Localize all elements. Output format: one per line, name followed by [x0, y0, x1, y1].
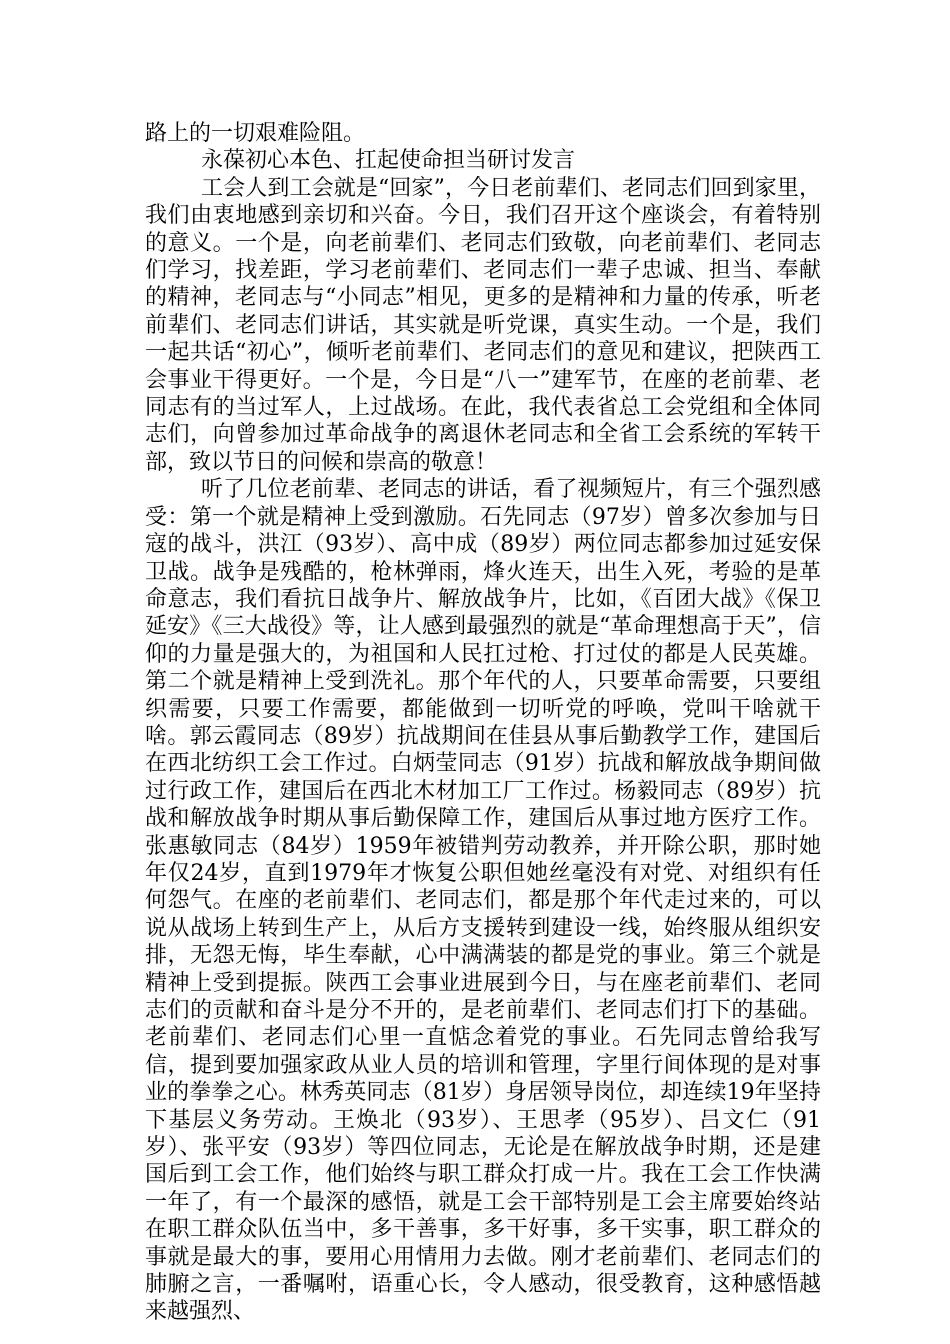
document-body: [145, 120, 821, 1326]
section-title: 永葆初心本色、扛起使命担当研讨发言: [201, 148, 576, 174]
paragraph-continuation: 路上的一切艰难险阻。: [145, 121, 366, 146]
paragraph-intro: 工会人到工会就是“回家”，今日老前辈们、老同志们回到家里，我们由衷地感到亲切和兴奋。今日，我们召开这个座谈会，有着特别的意义。一个是，向老前辈们、老同志们致敬，向老前辈们、老同志们学习，找差距，学习老前辈们、老同志们一辈子忠诚、担当、奉献的精神，老同志与“小同志”相见，更多的是精神和力量的传承，听老前辈们、老同志们讲话，其实就是听党课，真实生动。一个是，我们一起共话“初心”，倾听老前辈们、老同志们的意见和建议，把陕西工会事业干得更好。一个是，今日是“八一”建军节，在座的老前辈、老同志有的当过军人，上过战场。在此，我代表省总工会党组和全体同志们，向曾参加过革命战争的离退休老同志和全省工会系统的军转干部，致以节日的问候和崇高的敬意！: [145, 175, 821, 475]
paragraph-feelings: 听了几位老前辈、老同志的讲话，看了视频短片，有三个强烈感受：第一个就是精神上受到激励。石先同志（97岁）曾多次参加与日寇的战斗，洪江（93岁）、高中成（89岁）两位同志都参加过延安保卫战。战争是残酷的，枪林弹雨，烽火连天，出生入死，考验的是革命意志，我们看抗日战争片、解放战争片，比如，《百团大战》《保卫延安》《三大战役》等，让人感到最强烈的就是“革命理想高于天”，信仰的力量是强大的，为祖国和人民扛过枪、打过仗的都是人民英雄。第二个就是精神上受到洗礼。那个年代的人，只要革命需要，只要组织需要，只要工作需要，都能做到一切听党的呼唤，党叫干啥就干啥。郭云霞同志（89岁）抗战期间在佳县从事后勤教学工作，建国后在西北纺织工会工作过。白炳莹同志（91岁）抗战和解放战争期间做过行政工作，建国后在西北木材加工厂工作过。杨毅同志（89岁）抗战和解放战争时期从事后勤保障工作，建国后从事过地方医疗工作。张惠敏同志（84岁）1959年被错判劳动教养，并开除公职，那时她年仅24岁，直到1979年才恢复公职但她丝毫没有对党、对组织有任何怨气。在座的老前辈们、老同志们，都是那个年代走过来的，可以说从战场上转到生产上，从后方支援转到建设一线，始终服从组织安排，无怨无悔，毕生奉献，心中满满装的都是党的事业。第三个就是精神上受到提振。陕西工会事业进展到今日，与在座老前辈们、老同志们的贡献和奋斗是分不开的，是老前辈们、老同志们打下的基础。老前辈们、老同志们心里一直惦念着党的事业。石先同志曾给我写信，提到要加强家政从业人员的培训和管理，字里行间体现的是对事业的拳拳之心。林秀英同志（81岁）身居领导岗位，却连续19年坚持下基层义务劳动。王焕北（93岁）、王思孝（95岁）、吕文仁（91岁）、张平安（93岁）等四位同志，无论是在解放战争时期，还是建国后到工会工作，他们始终与职工群众打成一片。我在工会工作快满一年了，有一个最深的感悟，就是工会干部特别是工会主席要始终站在职工群众队伍当中，多干善事，多干好事，多干实事，职工群众的事就是最大的事，要用心用情用力去做。刚才老前辈们、老同志们的肺腑之言，一番嘱咐，语重心长，令人感动，很受教育，这种感悟越来越强烈、: [145, 477, 822, 1325]
